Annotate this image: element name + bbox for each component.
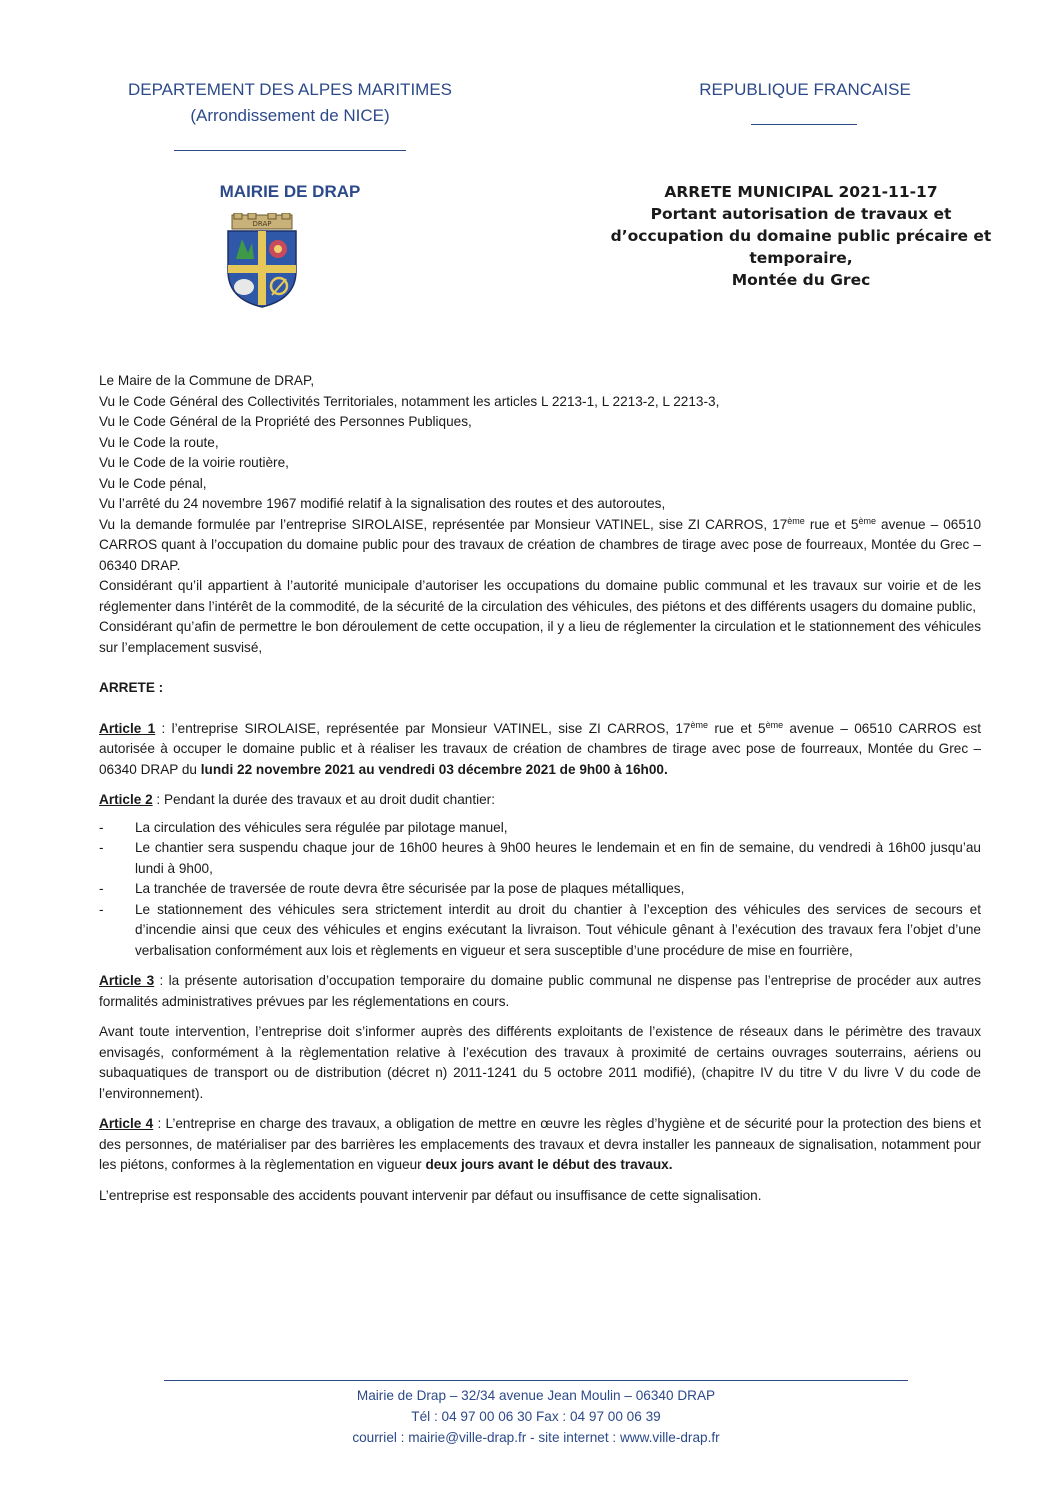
republic-name: REPUBLIQUE FRANCAISE (699, 80, 911, 99)
right-header-rule (751, 124, 857, 125)
decree-subject-line: d’occupation du domaine public précaire et (610, 227, 992, 245)
preamble-line: Vu le Code Général des Collectivités Territoriales, notamment les articles L 2213-1, L 2213-2, L 2213-3, (99, 393, 720, 409)
preamble-considering: Considérant qu’il appartient à l’autorité municipale d’autoriser les occupations du domaine public communal et les travaux sur voirie et de les réglementer dans l’intérêt de la commodité, de la sécurité de la circulation des véhicules, des piétons et des différents usagers du domaine public, (99, 578, 981, 614)
footer-phone: Tél : 04 97 00 06 30 Fax : 04 97 00 06 39 (411, 1409, 661, 1424)
preamble-line: Vu le Code de la voirie routière, (99, 455, 289, 470)
footer-rule (164, 1380, 908, 1381)
preamble (99, 371, 981, 658)
decree-location: Montée du Grec (731, 271, 871, 289)
town-crest-logo (224, 213, 300, 309)
list-item: - La circulation des véhicules sera régulée par pilotage manuel, (99, 819, 508, 835)
article-3-paragraph: Avant toute intervention, l’entreprise doit s’informer auprès des différents exploitants de l’existence de réseaux dans le périmètre des travaux envisagés, conformément à la règlementation relative à l’exécution des travaux à proximité de certains ouvrages souterrains, aériens ou subaquatiques de transport ou de distribution (décret n) 2011-1241 du 5 octobre 2011 modifié), (chapitre IV du titre V du livre V du code de l’environnement). (99, 1024, 981, 1101)
mairie-name: MAIRIE DE DRAP (219, 182, 361, 201)
preamble-line: Le Maire de la Commune de DRAP, (99, 373, 315, 388)
left-header-rule (174, 150, 406, 151)
list-item: - Le stationnement des véhicules sera strictement interdit au droit du chantier à l’exception des véhicules des services de secours et d’incendie ainsi que ceux des véhicules et engins exécutant la livraison. Tout véhicule gênant à l’exécution des travaux fera l’objet d’une verbalisation conformément aux lois et règlements en vigueur et sera susceptible d’une procédure de mise en fourrière, (99, 901, 981, 958)
article-2-list (99, 818, 981, 962)
preamble-line: Vu le Code Général de la Propriété des Personnes Publiques, (99, 414, 472, 429)
republic-header (640, 77, 970, 103)
list-item: - Le chantier sera suspendu chaque jour de 16h00 heures à 9h00 heures le lendemain et en fin de semaine, du vendredi à 16h00 jusqu’au lundi à 9h00, (99, 840, 981, 876)
article-4-paragraph: L’entreprise est responsable des accidents pouvant intervenir par défaut ou insuffisance de cette signalisation. (99, 1187, 762, 1203)
article-label: Article 1 (99, 720, 156, 736)
decree-body (99, 371, 981, 1206)
article-label: Article 3 (99, 973, 155, 988)
arrete-heading: ARRETE : (99, 680, 164, 695)
article-1: Article 1 : l’entreprise SIROLAISE, représentée par Monsieur VATINEL, sise ZI CARROS, 17ème rue et 5ème avenue – 06510 CARROS est autorisée à occuper le domaine public et à réaliser les travaux de création de chambres de tirage avec pose de fourreaux, Montée du Grec – 06340 DRAP du lundi 22 novembre 2021 au vendredi 03 décembre 2021 de 9h00 à 16h00. (99, 719, 981, 777)
footer-contact: courriel : mairie@ville-drap.fr - site internet : www.ville-drap.fr (352, 1430, 720, 1445)
article-label: Article 4 (99, 1116, 154, 1131)
article-label: Article 2 (99, 792, 153, 807)
article-4: Article 4 : L’entreprise en charge des travaux, a obligation de mettre en œuvre les règles d’hygiène et de sécurité pour la protection des biens et des personnes, de matérialiser par des barrières les emplacements des travaux et devra installer les panneaux de signalisation, notamment pour les piétons, conformes à la règlementation en vigueur deux jours avant le début des travaux. (99, 1116, 981, 1172)
page-footer (164, 1385, 908, 1448)
decree-number: ARRETE MUNICIPAL 2021-11-17 (664, 183, 938, 201)
article-3: Article 3 : la présente autorisation d’occupation temporaire du domaine public communal ne dispense pas l’entreprise de procéder aux autres formalités administratives prévues par les réglementations en cours. (99, 973, 981, 1009)
list-item: - La tranchée de traversée de route devra être sécurisée par la pose de plaques métalliques, (99, 881, 685, 896)
preamble-line: Vu l’arrêté du 24 novembre 1967 modifié relatif à la signalisation des routes et des autoroutes, (99, 496, 666, 511)
department-header (80, 77, 500, 129)
article-2: Article 2 : Pendant la durée des travaux et au droit dudit chantier: (99, 792, 495, 807)
crest-text: DRAP (252, 220, 272, 228)
arrondissement-name: (Arrondissement de NICE) (190, 106, 390, 125)
preamble-considering: Considérant qu’afin de permettre le bon déroulement de cette occupation, il y a lieu de réglementer la circulation et le stationnement des véhicules sur l’emplacement susvisé, (99, 619, 981, 655)
decree-subject-line: Portant autorisation de travaux et (650, 205, 952, 223)
decree-subject-line: temporaire, (749, 249, 853, 267)
department-name: DEPARTEMENT DES ALPES MARITIMES (127, 80, 453, 99)
decree-title (566, 181, 1036, 291)
preamble-line: Vu le Code pénal, (99, 475, 207, 491)
preamble-line: Vu le Code la route, (99, 434, 219, 450)
preamble-request: Vu la demande formulée par l’entreprise SIROLAISE, représentée par Monsieur VATINEL, sise ZI CARROS, 17ème rue et 5ème avenue – 06510 CARROS quant à l’occupation du domaine public pour des travaux de création de chambres de tirage avec pose de fourreaux, Montée du Grec – 06340 DRAP. (99, 515, 982, 573)
footer-address: Mairie de Drap – 32/34 avenue Jean Moulin – 06340 DRAP (356, 1388, 716, 1403)
